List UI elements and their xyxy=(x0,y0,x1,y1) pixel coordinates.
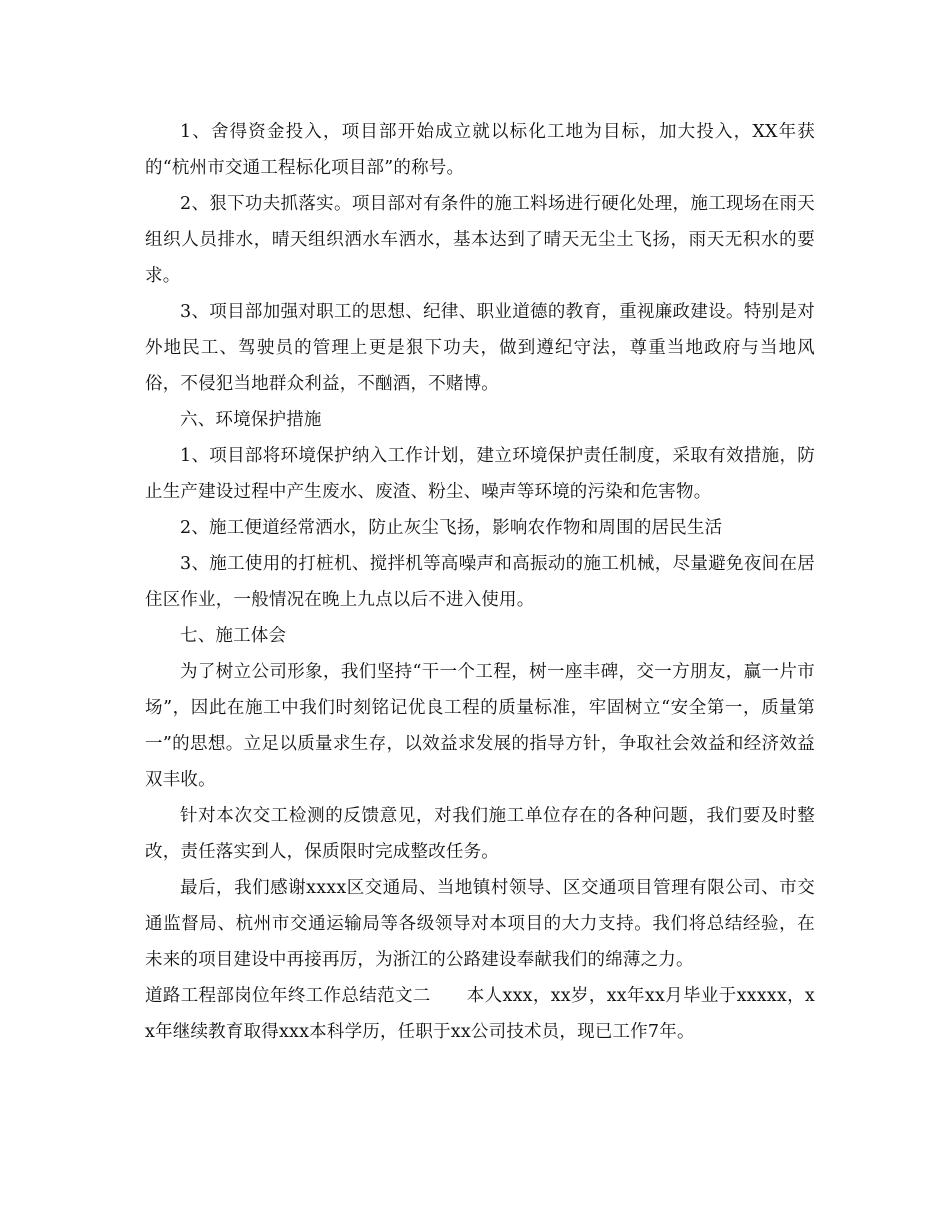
paragraph-experience-2: 针对本次交工检测的反馈意见，对我们施工单位存在的各种问题，我们要及时整改，责任落实到人，保质限时完成整改任务。 xyxy=(145,806,815,862)
document-intro: 本人xxx，xx岁，xx年xx月毕业于xxxxx，xx年继续教育取得xxx本科学历，任职于xx公司技术员，现已工作7年。 xyxy=(145,986,815,1042)
paragraph-env-2: 2、施工便道经常洒水，防止灰尘飞扬，影响农作物和周围的居民生活 xyxy=(180,518,723,538)
paragraph-final xyxy=(145,978,815,1050)
paragraph-experience-1: 为了树立公司形象，我们坚持“干一个工程，树一座丰碑，交一方朋友，赢一片市场”，因此在施工中我们时刻铭记优良工程的质量标准，牢固树立“安全第一，质量第一”的思想。立足以质量求生存，以效益求发展的指导方针，争取社会效益和经济效益双丰收。 xyxy=(145,662,815,790)
paragraph-1: 1、舍得资金投入，项目部开始成立就以标化工地为目标，加大投入，XX年获的“杭州市交通工程标化项目部”的称号。 xyxy=(145,122,815,178)
paragraph-3: 3、项目部加强对职工的思想、纪律、职业道德的教育，重视廉政建设。特别是对外地民工、驾驶员的管理上更是狠下功夫，做到遵纪守法，尊重当地政府与当地风俗，不侵犯当地群众利益，不酗酒，不赌博。 xyxy=(145,302,815,394)
section-heading-experience: 七、施工体会 xyxy=(180,626,287,646)
paragraph-env-1: 1、项目部将环境保护纳入工作计划，建立环境保护责任制度，采取有效措施，防止生产建设过程中产生废水、废渣、粉尘、噪声等环境的污染和危害物。 xyxy=(145,446,815,502)
paragraph-env-3: 3、施工使用的打桩机、搅拌机等高噪声和高振动的施工机械，尽量避免夜间在居住区作业，一般情况在晚上九点以后不进入使用。 xyxy=(145,554,815,610)
paragraph-2: 2、狠下功夫抓落实。项目部对有条件的施工料场进行硬化处理，施工现场在雨天组织人员排水，晴天组织洒水车洒水，基本达到了晴天无尘土飞扬，雨天无积水的要求。 xyxy=(145,194,815,286)
document-body xyxy=(145,114,815,1050)
paragraph-experience-3: 最后，我们感谢xxxx区交通局、当地镇村领导、区交通项目管理有限公司、市交通监督局、杭州市交通运输局等各级领导对本项目的大力支持。我们将总结经验，在未来的项目建设中再接再厉，为浙江的公路建设奉献我们的绵薄之力。 xyxy=(145,878,815,970)
section-heading-environment: 六、环境保护措施 xyxy=(180,410,322,430)
document-title: 道路工程部岗位年终工作总结范文二 xyxy=(145,986,431,1006)
